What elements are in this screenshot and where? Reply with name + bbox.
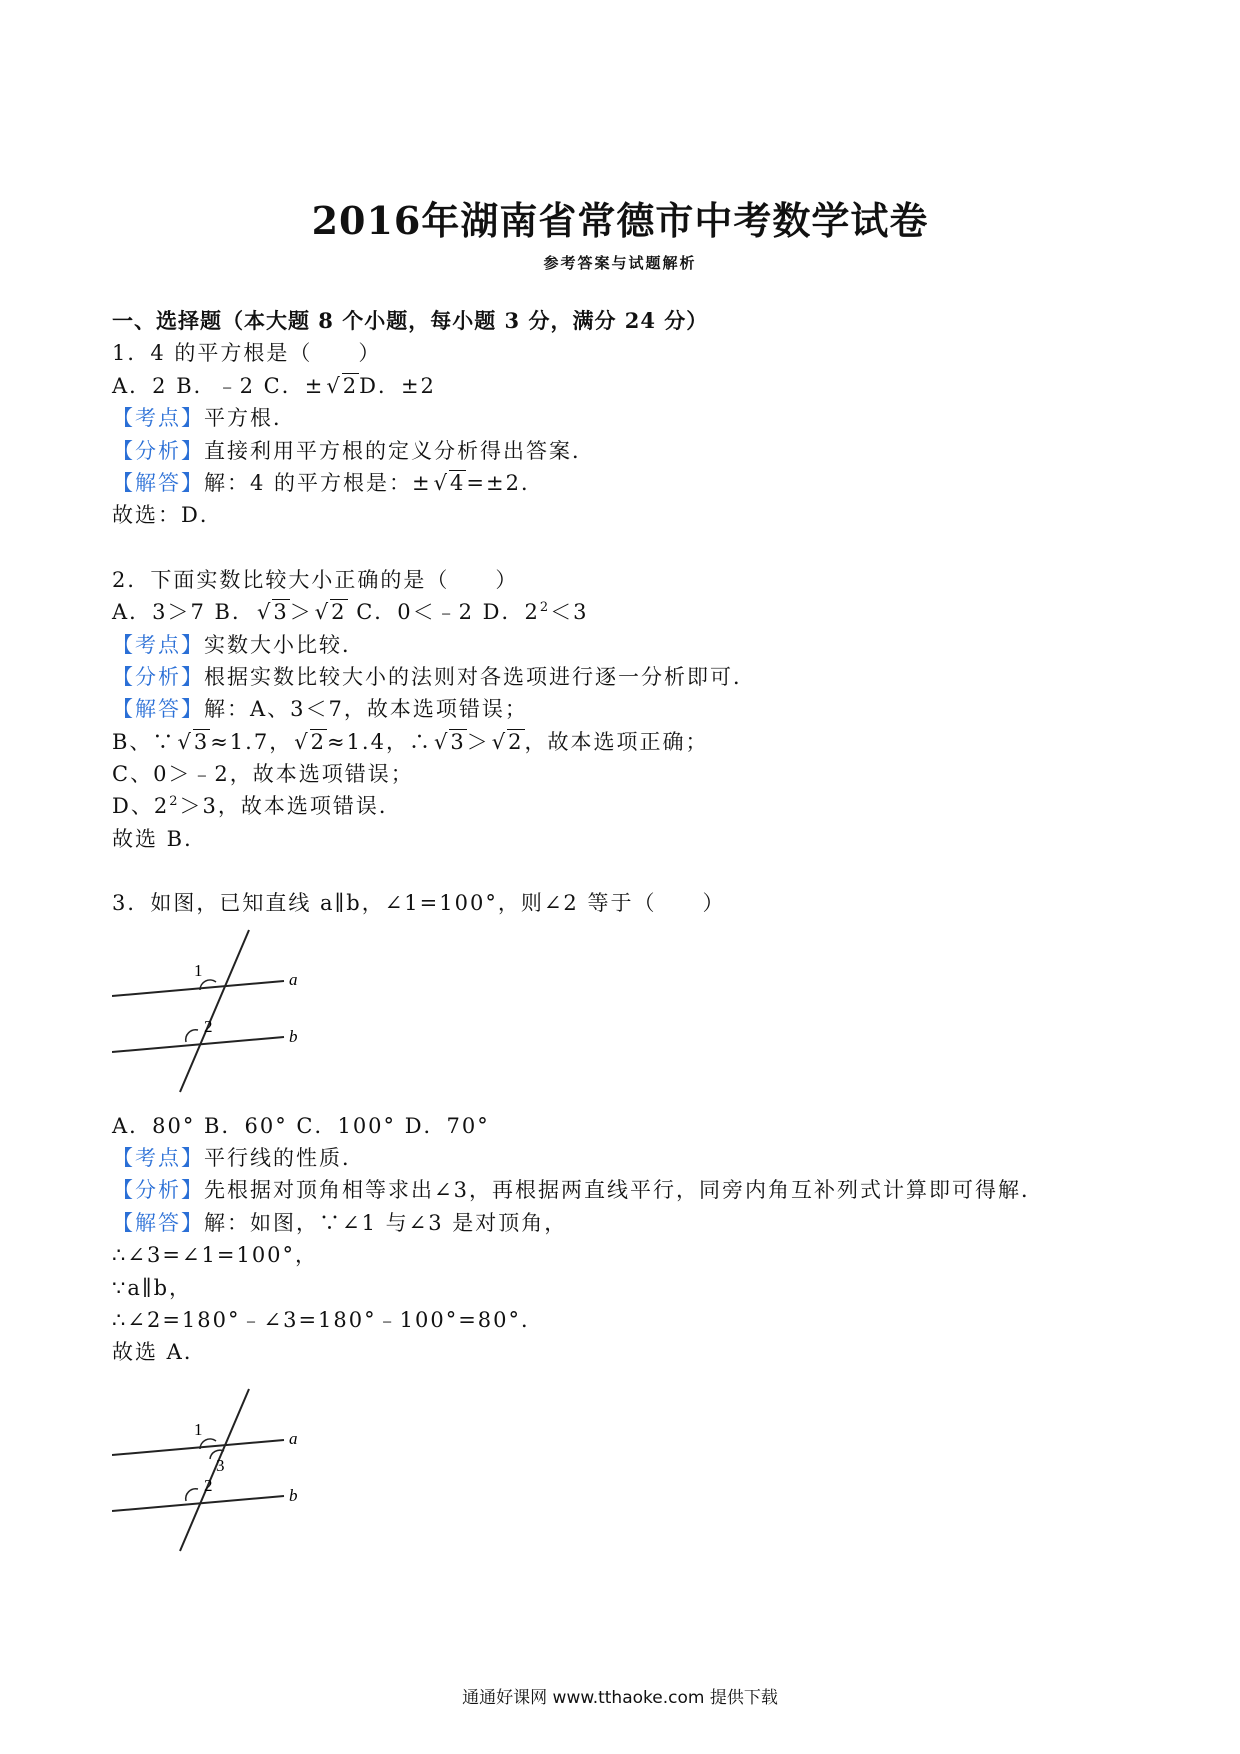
q1-jieda bbox=[112, 467, 1142, 499]
q2-jieda bbox=[112, 693, 1142, 725]
q2-step-c: C、0＞﹣2，故本选项错误； bbox=[112, 762, 414, 787]
kaodian-label: 【考点】 bbox=[112, 1146, 204, 1171]
q2-d-1: D、2 bbox=[112, 794, 170, 819]
sqrt-symbol: √4 bbox=[433, 470, 466, 495]
transversal-line bbox=[180, 930, 249, 1092]
document-body bbox=[112, 305, 1142, 1569]
q3-kaodian bbox=[112, 1142, 1142, 1174]
q2-b-5: ，故本选项正确； bbox=[524, 729, 709, 754]
line-b-label: b bbox=[289, 1485, 298, 1505]
q2-opt-a: A．3＞7 B． bbox=[112, 600, 255, 625]
kaodian-label: 【考点】 bbox=[112, 406, 204, 431]
q1-stem: 1．4 的平方根是（ ） bbox=[112, 341, 382, 366]
angle-2-label: 2 bbox=[204, 1475, 213, 1495]
q2-opt-d: ＜3 bbox=[550, 600, 589, 625]
sqrt-symbol: √2 bbox=[326, 373, 359, 398]
q2-fenxi bbox=[112, 661, 1142, 693]
angle-3-label: 3 bbox=[216, 1455, 225, 1475]
q1-jieda-text-end: =±2． bbox=[466, 470, 544, 495]
q3-jieda bbox=[112, 1207, 1142, 1239]
line-a-label: a bbox=[289, 1428, 298, 1448]
q2-b-radicand-2: 2 bbox=[310, 729, 326, 754]
q2-radicand-2: 2 bbox=[331, 600, 347, 625]
q2-b-radicand-1: 3 bbox=[193, 729, 210, 754]
page-subtitle: 参考答案与试题解析 bbox=[543, 254, 697, 272]
q2-b-radicand-3: 3 bbox=[450, 729, 466, 754]
q2-stem: 2．下面实数比较大小正确的是（ ） bbox=[112, 567, 519, 592]
q2-choose: 故选 B． bbox=[112, 826, 208, 851]
jieda-label: 【解答】 bbox=[112, 470, 204, 495]
kaodian-label: 【考点】 bbox=[112, 632, 204, 657]
q1-options-text-end: D．±2 bbox=[359, 373, 436, 398]
q2-d-2: ＞3，故本选项错误． bbox=[179, 794, 402, 819]
q3-jieda-text: 解：如图，∵∠1 与∠3 是对顶角， bbox=[204, 1210, 568, 1235]
q2-step-d bbox=[112, 790, 1142, 822]
q2-d-sup: 2 bbox=[169, 794, 180, 810]
q2-jieda-text: 解：A、3＜7，故本选项错误； bbox=[204, 697, 528, 722]
q3-stem: 3．如图，已知直线 a∥b，∠1=100°，则∠2 等于（ ） bbox=[112, 891, 726, 916]
q1-kaodian bbox=[112, 402, 1142, 434]
q1-fenxi bbox=[112, 435, 1142, 467]
line-a bbox=[112, 981, 284, 996]
q1-jieda-radicand: 4 bbox=[450, 470, 466, 495]
sqrt-symbol: √3 bbox=[177, 729, 210, 754]
sqrt-symbol: √2 bbox=[294, 729, 326, 754]
q1-options-text: A．2 B．﹣2 C．± bbox=[112, 373, 325, 398]
q2-b-1: B、∵ bbox=[112, 729, 176, 754]
q1-choose: 故选：D． bbox=[112, 503, 223, 528]
line-b-label: b bbox=[289, 1026, 298, 1046]
line-a-label: a bbox=[289, 969, 298, 989]
q2-opt-gt: ＞ bbox=[289, 600, 313, 625]
angle-2-label: 2 bbox=[204, 1016, 213, 1036]
line-a bbox=[112, 1440, 284, 1455]
angle-2-arc bbox=[186, 1029, 198, 1041]
q2-step-b bbox=[112, 726, 1142, 758]
q3-fenxi bbox=[112, 1174, 1142, 1206]
q2-options bbox=[112, 596, 1142, 628]
angle-2-arc bbox=[186, 1489, 198, 1501]
q3-step-1: ∴∠3=∠1=100°， bbox=[112, 1243, 319, 1268]
q3-kaodian-text: 平行线的性质． bbox=[204, 1146, 365, 1171]
q1-fenxi-text: 直接利用平方根的定义分析得出答案． bbox=[204, 438, 595, 463]
fenxi-label: 【分析】 bbox=[112, 438, 204, 463]
q2-radicand-1: 3 bbox=[273, 600, 289, 625]
q2-b-4: ＞ bbox=[466, 729, 490, 754]
q3-options: A．80° B．60° C．100° D．70° bbox=[112, 1113, 490, 1138]
jieda-label: 【解答】 bbox=[112, 697, 204, 722]
page-title: 2016年湖南省常德市中考数学试卷 bbox=[311, 198, 929, 243]
section-heading: 一、选择题（本大题 8 个小题，每小题 3 分，满分 24 分） bbox=[112, 308, 709, 333]
q3-fenxi-text: 先根据对顶角相等求出∠3，再根据两直线平行，同旁内角互补列式计算即可得解． bbox=[204, 1178, 1044, 1203]
q2-opt-sup: 2 bbox=[539, 600, 551, 616]
fenxi-label: 【分析】 bbox=[112, 664, 204, 689]
jieda-label: 【解答】 bbox=[112, 1210, 204, 1235]
q2-kaodian bbox=[112, 629, 1142, 661]
q2-kaodian-text: 实数大小比较． bbox=[204, 632, 365, 657]
q1-kaodian-text: 平方根． bbox=[204, 406, 296, 431]
q1-options-radicand: 2 bbox=[342, 373, 359, 398]
angle-1-label: 1 bbox=[194, 1419, 203, 1439]
transversal-line bbox=[180, 1389, 249, 1551]
sqrt-symbol: √2 bbox=[491, 729, 524, 754]
sqrt-symbol: √2 bbox=[314, 600, 347, 625]
q2-b-radicand-4: 2 bbox=[508, 729, 524, 754]
q1-options bbox=[112, 370, 1142, 402]
q3-step-3: ∴∠2=180°﹣∠3=180°﹣100°=80°． bbox=[112, 1307, 545, 1332]
sqrt-symbol: √3 bbox=[433, 729, 466, 754]
q2-b-2: ≈1.7， bbox=[210, 729, 293, 754]
q2-opt-c: C．0＜﹣2 D．2 bbox=[347, 600, 540, 625]
q1-jieda-text: 解：4 的平方根是：± bbox=[204, 470, 432, 495]
q3-figure-1 bbox=[112, 924, 322, 1104]
fenxi-label: 【分析】 bbox=[112, 1178, 204, 1203]
q2-fenxi-text: 根据实数比较大小的法则对各选项进行逐一分析即可． bbox=[204, 664, 756, 689]
page-footer: 通通好课网 www.tthaoke.com 提供下载 bbox=[462, 1688, 778, 1708]
q3-choose: 故选 A． bbox=[112, 1340, 207, 1365]
q2-b-3: ≈1.4，∴ bbox=[326, 729, 432, 754]
sqrt-symbol: √3 bbox=[257, 600, 289, 625]
angle-1-label: 1 bbox=[194, 960, 203, 980]
q3-figure-2 bbox=[112, 1383, 322, 1563]
q3-step-2: ∵a∥b， bbox=[112, 1275, 193, 1300]
